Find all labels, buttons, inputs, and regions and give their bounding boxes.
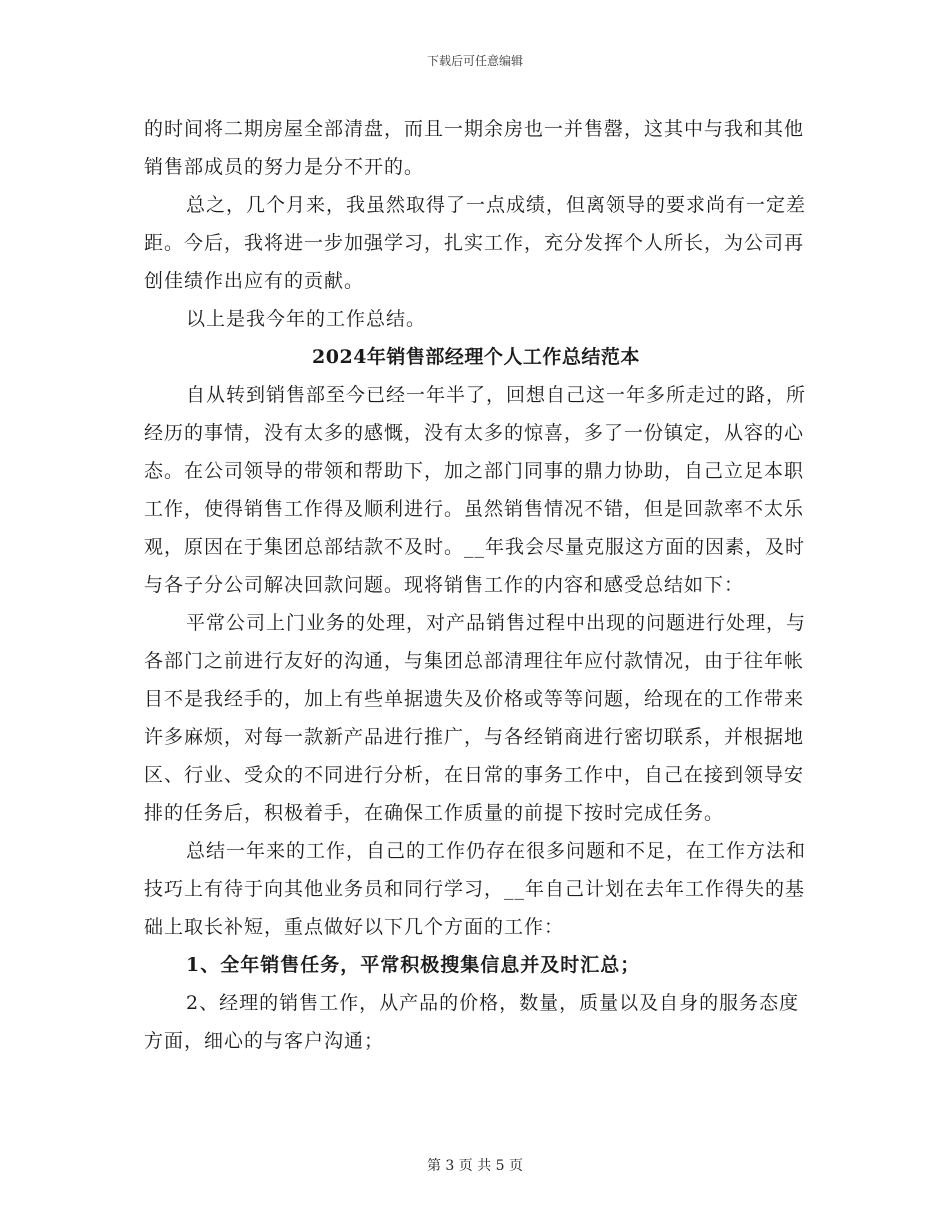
paragraph-continued: 的时间将二期房屋全部清盘，而且一期余房也一并售罄，这其中与我和其他销售部成员的努力是分不开的。 <box>144 118 805 178</box>
list-item-1: 1、全年销售任务，平常积极搜集信息并及时汇总； <box>186 954 641 976</box>
list-item-2: 2、经理的销售工作，从产品的价格，数量，质量以及自身的服务态度方面，细心的与客户沟通； <box>144 992 800 1052</box>
document-body <box>144 110 808 1060</box>
paragraph-intro: 自从转到销售部至今已经一年半了，回想自己这一年多所走过的路，所经历的事情，没有太多的感慨，没有太多的惊喜，多了一份镇定，从容的心态。在公司领导的带领和帮助下，加之部门同事的鼎力协助，自己立足本职工作，使得销售工作得及顺利进行。虽然销售情况不错，但是回款率不太乐观，原因在于集团总部结款不及时。__年我会尽量克服这方面的因素，及时与各子分公司解决回款问题。现将销售工作的内容和感受总结如下： <box>144 384 807 596</box>
paragraph-summary: 总之，几个月来，我虽然取得了一点成绩，但离领导的要求尚有一定差距。今后，我将进一步加强学习，扎实工作，充分发挥个人所长，为公司再创佳绩作出应有的贡献。 <box>144 194 807 292</box>
paragraph-daily-work: 平常公司上门业务的处理，对产品销售过程中出现的问题进行处理，与各部门之前进行友好的沟通，与集团总部清理往年应付款情况，由于往年帐目不是我经手的，加上有些单据遗失及价格或等等问题，给现在的工作带来许多麻烦，对每一款新产品进行推广，与各经销商进行密切联系，并根据地区、行业、受众的不同进行分析，在日常的事务工作中，自己在接到领导安排的任务后，积极着手，在确保工作质量的前提下按时完成任务。 <box>144 612 807 824</box>
page-header: 下载后可任意编辑 <box>426 54 523 68</box>
page-footer: 第 3 页 共 5 页 <box>426 1158 524 1174</box>
paragraph-plan: 总结一年来的工作，自己的工作仍存在很多问题和不足，在工作方法和技巧上有待于向其他业务员和同行学习，__年自己计划在去年工作得失的基础上取长补短，重点做好以下几个方面的工作： <box>144 840 807 938</box>
paragraph-closing: 以上是我今年的工作总结。 <box>186 308 427 330</box>
section-title: 2024年销售部经理个人工作总结范本 <box>312 346 640 368</box>
